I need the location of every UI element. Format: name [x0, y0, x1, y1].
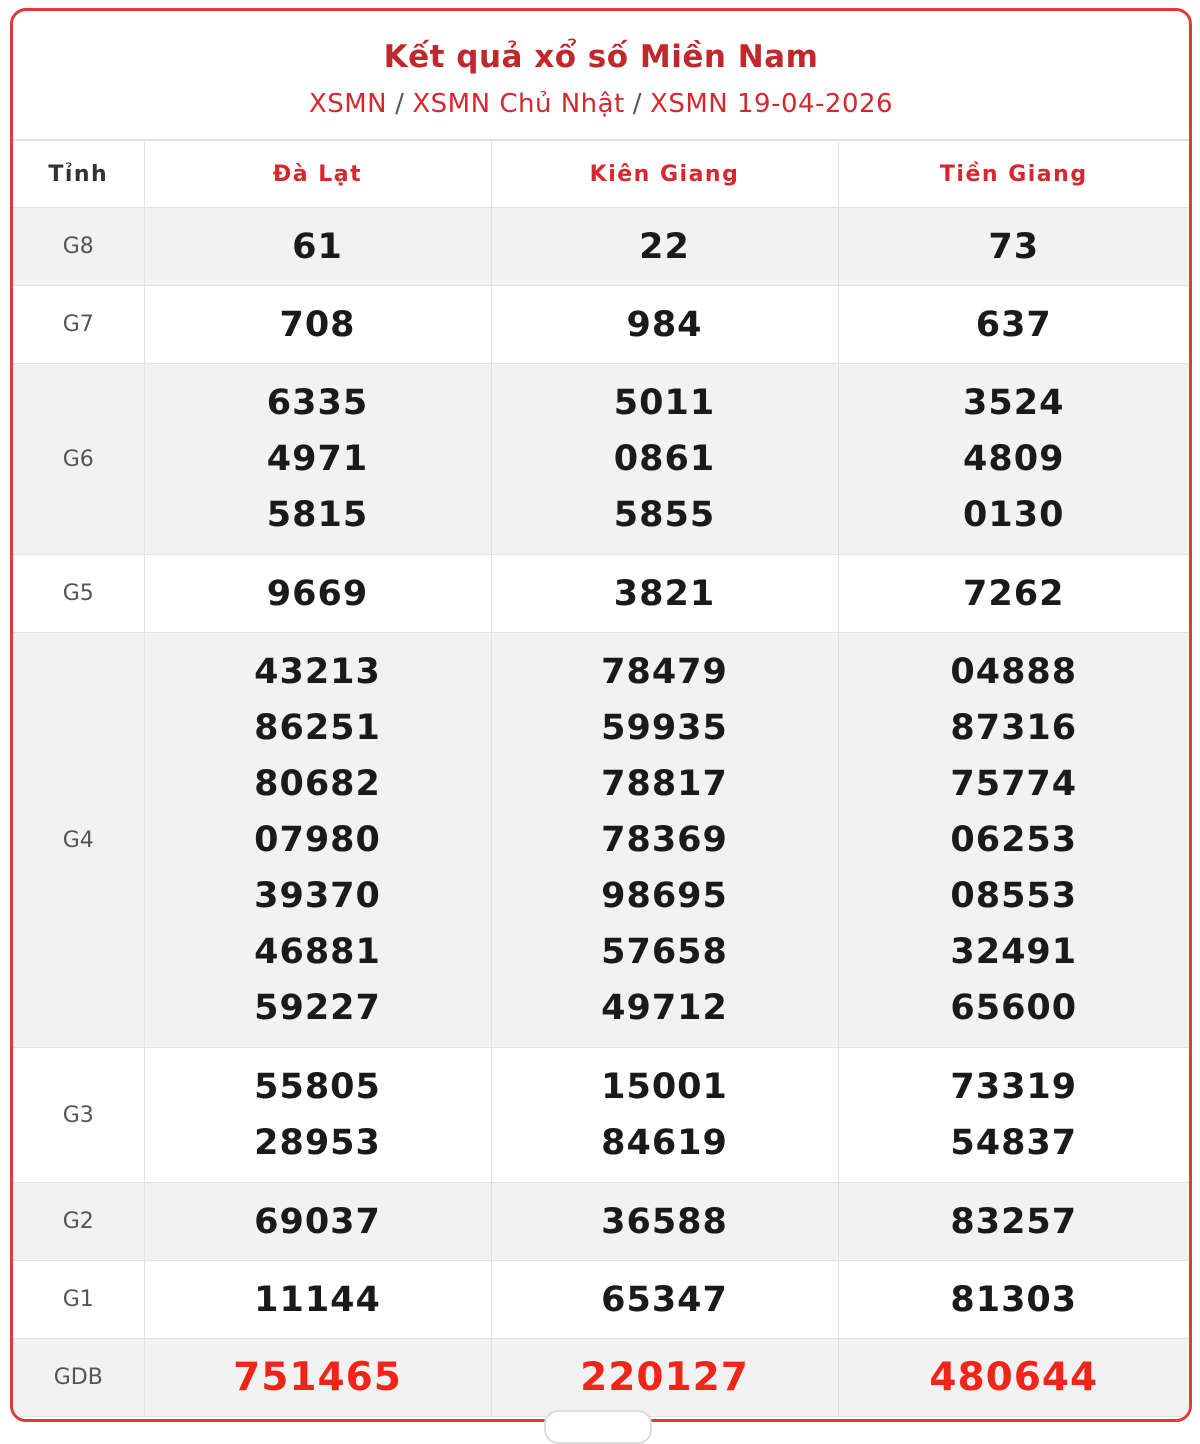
prize-number: 22 [639, 226, 690, 267]
prize-number: 32491 [950, 932, 1078, 972]
prize-number: 0130 [963, 495, 1065, 535]
prize-cell [144, 1048, 491, 1183]
prize-cell [491, 1261, 838, 1339]
prize-cell [491, 555, 838, 633]
special-prize-number: 480644 [929, 1354, 1099, 1400]
results-card [10, 8, 1192, 1422]
table-row [13, 633, 1189, 1048]
prize-label: G3 [13, 1048, 144, 1183]
prize-number: 73 [988, 226, 1040, 267]
prize-number: 708 [279, 304, 356, 345]
prize-cell [838, 364, 1189, 555]
prize-cell [491, 208, 838, 286]
results-table [13, 140, 1189, 1417]
province-header[interactable]: Tiền Giang [838, 141, 1189, 208]
prize-cell [838, 633, 1189, 1048]
prize-number: 49712 [601, 988, 728, 1028]
table-row [13, 286, 1189, 364]
prize-number: 59227 [254, 988, 381, 1028]
prize-cell [838, 286, 1189, 364]
prize-number: 15001 [601, 1067, 728, 1107]
table-row [13, 208, 1189, 286]
prize-cell [491, 1183, 838, 1261]
prize-label: G1 [13, 1261, 144, 1339]
prize-number: 55805 [254, 1067, 381, 1107]
prize-number: 984 [626, 304, 703, 345]
prize-cell [838, 555, 1189, 633]
prize-number: 07980 [254, 820, 381, 860]
prize-number: 78369 [601, 820, 728, 860]
prize-cell [144, 364, 491, 555]
table-row [13, 1048, 1189, 1183]
breadcrumb-link-weekday[interactable]: XSMN Chủ Nhật [412, 89, 625, 119]
prize-number: 86251 [254, 708, 381, 748]
scroll-handle[interactable] [544, 1410, 652, 1444]
prize-cell [144, 286, 491, 364]
prize-cell [491, 1339, 838, 1417]
prize-number: 0861 [613, 439, 716, 479]
prize-number: 57658 [601, 932, 728, 972]
prize-cell [838, 1261, 1189, 1339]
prize-label: GDB [13, 1339, 144, 1417]
prize-number: 73319 [950, 1067, 1078, 1107]
prize-number: 61 [292, 226, 343, 267]
prize-cell [491, 1048, 838, 1183]
page-title: Kết quả xổ số Miền Nam [383, 39, 819, 75]
breadcrumb-separator: / [632, 89, 643, 119]
prize-number: 3821 [613, 573, 716, 614]
breadcrumb [13, 89, 1189, 119]
prize-label: G2 [13, 1183, 144, 1261]
province-header[interactable]: Kiên Giang [491, 141, 838, 208]
prize-cell [491, 633, 838, 1048]
prize-cell [491, 364, 838, 555]
table-row [13, 555, 1189, 633]
prize-number: 5855 [613, 495, 716, 535]
table-row [13, 1339, 1189, 1417]
prize-label: G8 [13, 208, 144, 286]
prize-number: 75774 [950, 764, 1078, 804]
prize-number: 84619 [601, 1123, 728, 1163]
table-row [13, 1183, 1189, 1261]
prize-number: 54837 [950, 1123, 1078, 1163]
results-header [13, 11, 1189, 140]
prize-label: G7 [13, 286, 144, 364]
prize-number: 81303 [950, 1279, 1078, 1320]
table-row [13, 364, 1189, 555]
table-header-row [13, 141, 1189, 208]
prize-number: 36588 [601, 1201, 728, 1242]
prize-cell [144, 208, 491, 286]
special-prize-number: 220127 [580, 1354, 749, 1400]
prize-number: 65347 [601, 1279, 728, 1320]
prize-number: 3524 [963, 383, 1065, 423]
prize-number: 6335 [266, 383, 369, 423]
prize-cell [491, 286, 838, 364]
prize-number: 4971 [266, 439, 369, 479]
breadcrumb-link-date[interactable]: XSMN 19-04-2026 [650, 89, 894, 119]
prize-number: 4809 [963, 439, 1065, 479]
prize-number: 80682 [254, 764, 381, 804]
prize-cell [838, 1339, 1189, 1417]
prize-number: 78817 [601, 764, 728, 804]
prize-label: G5 [13, 555, 144, 633]
prize-cell [144, 555, 491, 633]
prize-cell [838, 1183, 1189, 1261]
prize-cell [144, 633, 491, 1048]
breadcrumb-separator: / [395, 89, 405, 119]
province-column-header: Tỉnh [13, 141, 144, 208]
prize-label: G4 [13, 633, 144, 1048]
prize-cell [144, 1339, 491, 1417]
prize-number: 46881 [254, 932, 381, 972]
prize-number: 11144 [254, 1279, 381, 1320]
prize-number: 59935 [601, 708, 728, 748]
prize-number: 43213 [254, 652, 381, 692]
prize-number: 04888 [950, 652, 1078, 692]
prize-cell [144, 1183, 491, 1261]
prize-number: 87316 [950, 708, 1078, 748]
prize-number: 78479 [601, 652, 728, 692]
prize-number: 06253 [950, 820, 1078, 860]
table-row [13, 1261, 1189, 1339]
prize-number: 65600 [950, 988, 1078, 1028]
prize-number: 5011 [613, 383, 716, 423]
prize-cell [838, 1048, 1189, 1183]
prize-number: 39370 [254, 876, 381, 916]
breadcrumb-link-xsmn[interactable]: XSMN [308, 89, 388, 119]
prize-number: 9669 [266, 573, 369, 614]
prize-cell [144, 1261, 491, 1339]
prize-number: 98695 [601, 876, 728, 916]
prize-number: 83257 [950, 1201, 1078, 1242]
prize-number: 28953 [254, 1123, 381, 1163]
province-header[interactable]: Đà Lạt [144, 141, 491, 208]
results-body [13, 208, 1189, 1417]
prize-cell [838, 208, 1189, 286]
prize-number: 69037 [254, 1201, 381, 1242]
prize-number: 7262 [963, 573, 1065, 614]
prize-number: 5815 [266, 495, 369, 535]
prize-number: 08553 [950, 876, 1078, 916]
prize-label: G6 [13, 364, 144, 555]
prize-number: 637 [975, 304, 1052, 345]
special-prize-number: 751465 [233, 1354, 402, 1400]
